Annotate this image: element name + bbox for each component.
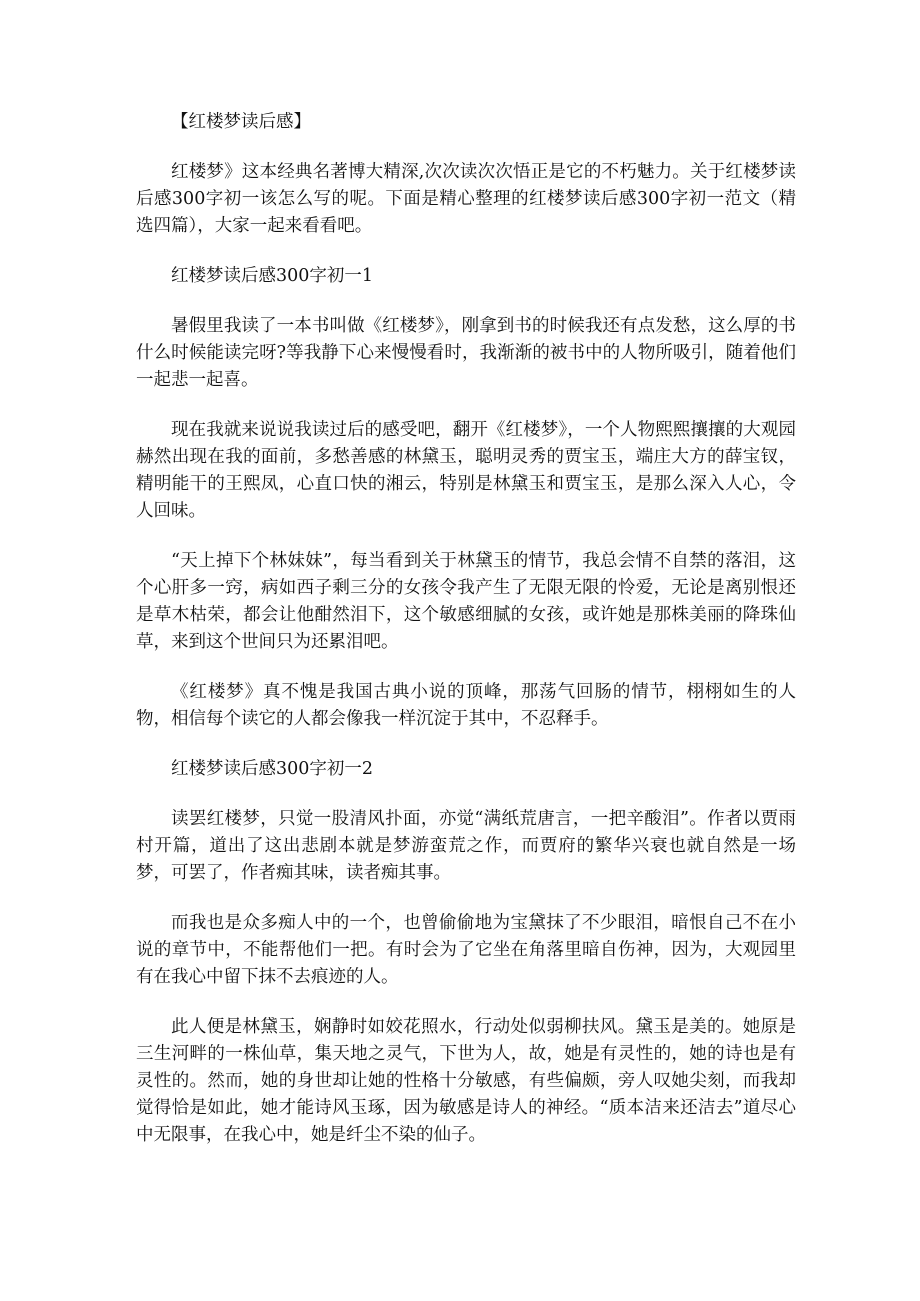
intro-paragraph: 红楼梦》这本经典名著博大精深,次次读次次悟正是它的不朽魅力。关于红楼梦读后感300字初一该怎么写的呢。下面是精心整理的红楼梦读后感300字初一范文（精选四篇），大家一起来看看吧。	[136, 162, 796, 236]
document-body	[136, 109, 796, 1172]
section-1-paragraph-3: “天上掉下个林妹妹”，每当看到关于林黛玉的情节，我总会情不自禁的落泪，这个心肝多一窍，病如西子剩三分的女孩令我产生了无限无限的怜爱，无论是离别恨还是草木枯荣，都会让他酣然泪下，这个敏感细腻的女孩，或许她是那株美丽的降珠仙草，来到这个世间只为还累泪吧。	[136, 551, 796, 652]
document-title: 【红楼梦读后感】	[171, 112, 311, 132]
section-1-paragraph-2: 现在我就来说说我读过后的感受吧，翻开《红楼梦》，一个人物熙熙攘攘的大观园赫然出现在我的面前，多愁善感的林黛玉，聪明灵秀的贾宝玉，端庄大方的薛宝钗，精明能干的王熙凤，心直口快的湘云，特别是林黛玉和贾宝玉，是那么深入人心，令人回味。	[136, 420, 796, 521]
section-1-paragraph-1: 暑假里我读了一本书叫做《红楼梦》，刚拿到书的时候我还有点发愁，这么厚的书什么时候能读完呀?等我静下心来慢慢看时，我渐渐的被书中的人物所吸引，随着他们一起悲一起喜。	[136, 316, 796, 390]
section-2-paragraph-2: 而我也是众多痴人中的一个，也曾偷偷地为宝黛抹了不少眼泪，暗恨自己不在小说的章节中，不能帮他们一把。有时会为了它坐在角落里暗自伤神，因为，大观园里有在我心中留下抹不去痕迹的人。	[136, 913, 796, 987]
section-1-paragraph-4: 《红楼梦》真不愧是我国古典小说的顶峰，那荡气回肠的情节，栩栩如生的人物，相信每个读它的人都会像我一样沉淀于其中，不忍释手。	[136, 682, 796, 729]
section-2-paragraph-1: 读罢红楼梦，只觉一股清风扑面，亦觉“满纸荒唐言，一把辛酸泪”。作者以贾雨村开篇，道出了这出悲剧本就是梦游蛮荒之作，而贾府的繁华兴衰也就自然是一场梦，可罢了，作者痴其味，读者痴其事。	[136, 809, 796, 883]
section-2-paragraph-3: 此人便是林黛玉，娴静时如姣花照水，行动处似弱柳扶风。黛玉是美的。她原是三生河畔的一株仙草，集天地之灵气，下世为人，故，她是有灵性的，她的诗也是有灵性的。然而，她的身世却让她的性格十分敏感，有些偏颇，旁人叹她尖刻，而我却觉得恰是如此，她才能诗风玉琢，因为敏感是诗人的神经。“质本洁来还洁去”道尽心中无限事，在我心中，她是纤尘不染的仙子。	[136, 1017, 796, 1145]
section-2-heading: 红楼梦读后感300字初一2	[171, 759, 374, 779]
section-1-heading: 红楼梦读后感300字初一1	[171, 266, 374, 286]
